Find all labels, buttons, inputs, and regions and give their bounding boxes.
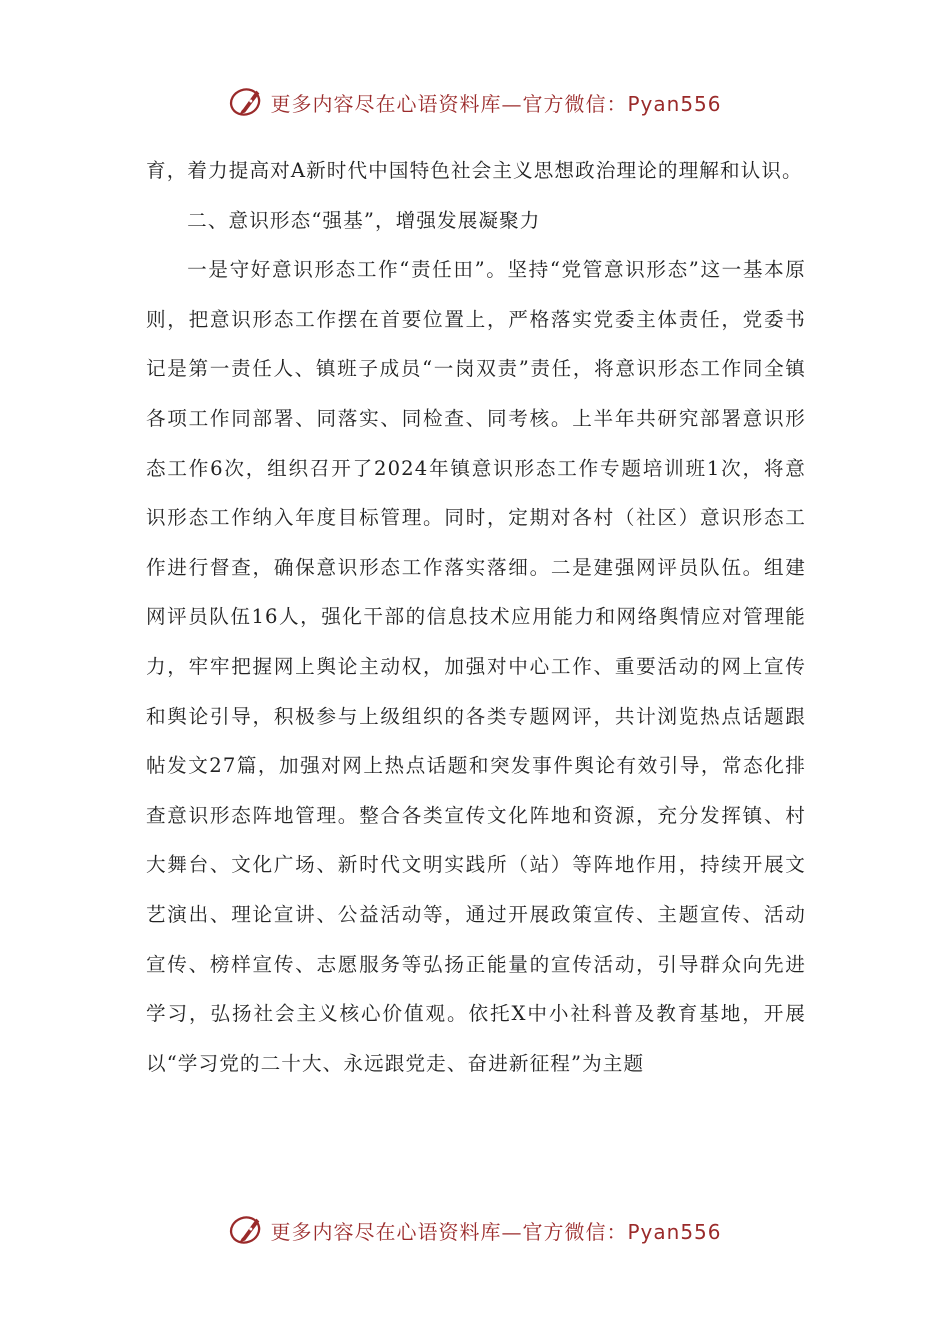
- section-heading: 二、意识形态“强基”，增强发展凝聚力: [187, 208, 541, 232]
- watermark-text: 更多内容尽在心语资料库—官方微信：Pyan556: [270, 1219, 722, 1244]
- header-watermark: [0, 82, 950, 122]
- pen-nib-logo-icon: [228, 83, 266, 121]
- footer-watermark: [0, 1210, 950, 1250]
- document-body: [146, 146, 806, 1088]
- watermark-handle: Pyan556: [627, 91, 722, 116]
- paragraph-continuation: 育，着力提高对A新时代中国特色社会主义思想政治理论的理解和认识。: [146, 159, 803, 182]
- paragraph-body: 一是守好意识形态工作“责任田”。坚持“党管意识形态”这一基本原则，把意识形态工作摆在首要位置上，严格落实党委主体责任，党委书记是第一责任人、镇班子成员“一岗双责”责任，将意识形态工作同全镇各项工作同部署、同落实、同检查、同考核。上半年共研究部署意识形态工作6次，组织召开了2024年镇意识形态工作专题培训班1次，将意识形态工作纳入年度目标管理。同时，定期对各村（社区）意识形态工作进行督查，确保意识形态工作落实落细。二是建强网评员队伍。组建网评员队伍16人，强化干部的信息技术应用能力和网络舆情应对管理能力，牢牢把握网上舆论主动权，加强对中心工作、重要活动的网上宣传和舆论引导，积极参与上级组织的各类专题网评，共计浏览热点话题跟帖发文27篇，加强对网上热点话题和突发事件舆论有效引导，常态化排查意识形态阵地管理。整合各类宣传文化阵地和资源，充分发挥镇、村大舞台、文化广场、新时代文明实践所（站）等阵地作用，持续开展文艺演出、理论宣讲、公益活动等，通过开展政策宣传、主题宣传、活动宣传、榜样宣传、志愿服务等弘扬正能量的宣传活动，引导群众向先进学习，弘扬社会主义核心价值观。依托X中小社科普及教育基地，开展以“学习党的二十大、永远跟党走、奋进新征程”为主题: [146, 258, 806, 1075]
- pen-nib-logo-icon: [228, 1211, 266, 1249]
- watermark-handle: Pyan556: [627, 1219, 722, 1244]
- watermark-text: 更多内容尽在心语资料库—官方微信：Pyan556: [270, 91, 722, 116]
